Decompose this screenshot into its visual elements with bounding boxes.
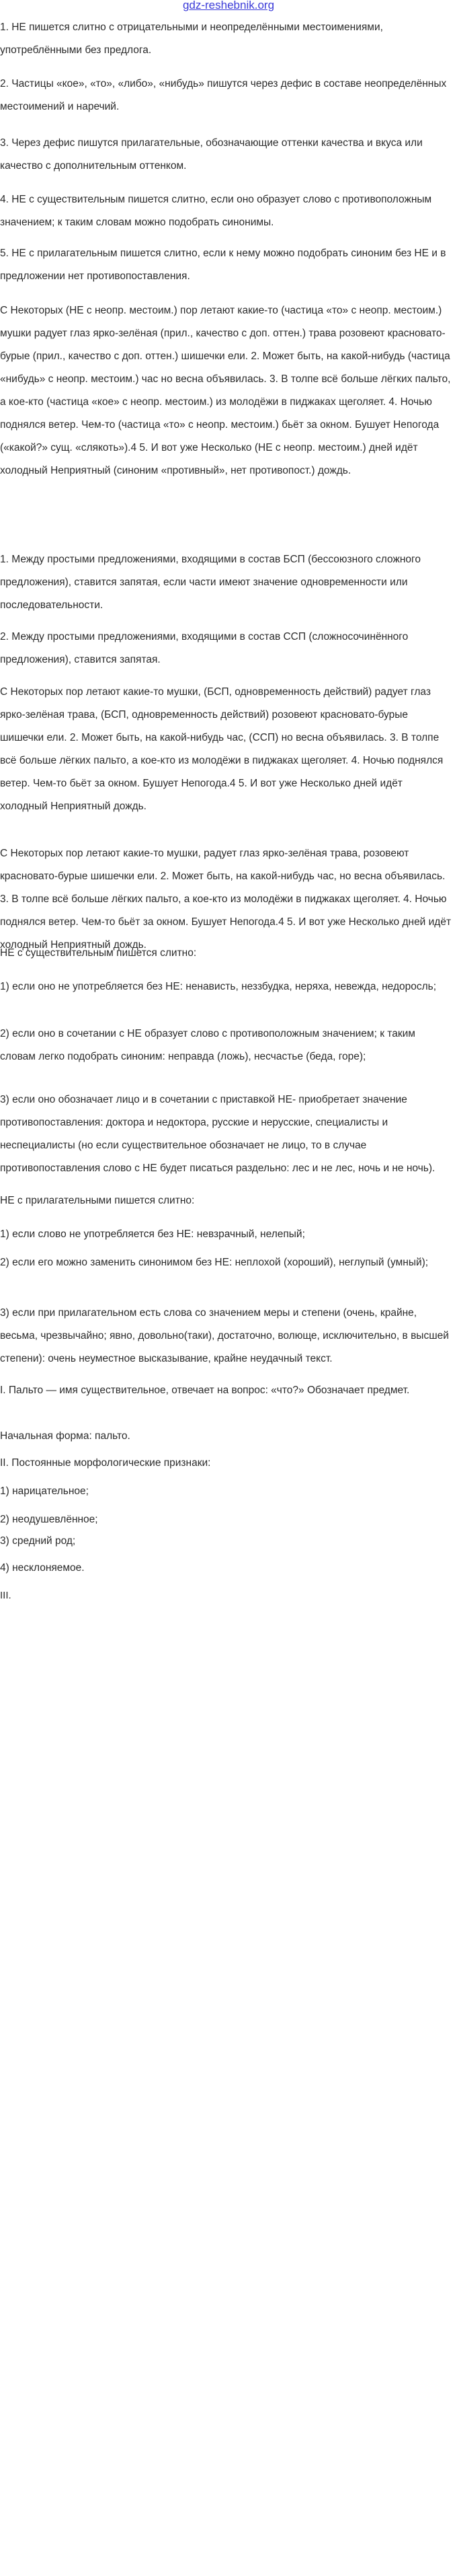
paragraph: 4) несклоняемое. xyxy=(0,1562,85,1574)
paragraph: 2) если оно в сочетании с НЕ образует слово с противоположным значением; к таким словам легко подобрать синоним: неправда (ложь), несчастье (беда, горе); xyxy=(0,1028,415,1062)
paragraph: 1) нарицательное; xyxy=(0,1485,89,1497)
paragraph: Начальная форма: пальто. xyxy=(0,1430,130,1442)
parse-roman: III. xyxy=(0,1590,11,1601)
paragraph: 1. НЕ пишется слитно с отрицательными и неопределёнными местоимениями, употреблёнными без предлога. xyxy=(0,22,383,56)
paragraph: С Некоторых пор летают какие-то мушки, радует глаз ярко-зелёная трава, розовеют красновато-бурые шишечки ели. 2. Может быть, на какой-нибудь час, но весна объявилась. 3. В толпе всё больше лёгких пальто, а кое-кто из молодёжи в пиджаках щеголяет. 4. Ночью поднялся ветер. Чем-то бьёт за окном. Бушует Непогода.4 5. И вот уже Несколько дней идёт холодный Неприятный дождь. xyxy=(0,848,452,951)
paragraph: I. Пальто — имя существительное, отвечает на вопрос: «что?» Обозначает предмет. xyxy=(0,1385,410,1396)
site-header-link[interactable]: gdz-reshebnik.org xyxy=(182,0,275,11)
paragraph: С Некоторых (НЕ с неопр. местоим.) пор летают какие-то (частица «то» с неопр. местоим.) мушки радует глаз ярко-зелёная (прил., качество с доп. оттен.) трава розовеют красновато-бурые (прил., качество с доп. оттен.) шишечки ели. 2. Может быть, на какой-нибудь (частица «нибудь» с неопр. местоим.) час но весна объявилась. 3. В толпе всё больше лёгких пальто, а кое-кто (частица «кое» с неопр. местоим.) из молодёжи в пиджаках щеголяет. 4. Ночью поднялся ветер. Чем-то (частица «то» с неопр. местоим.) бьёт за окном. Бушует Непогода («какой?» сущ. «слякоть»).4 5. И вот уже Несколько (НЕ с неопр. местоим.) дней идёт холодный Неприятный (синоним «противный», нет противопост.) дождь. xyxy=(0,305,451,476)
paragraph: 1) если слово не употребляется без НЕ: невзрачный, нелепый; xyxy=(0,1228,305,1240)
paragraph: 3. Через дефис пишутся прилагательные, обозначающие оттенки качества и вкуса или качество с дополнительным оттенком. xyxy=(0,137,423,172)
paragraph: 3) если оно обозначает лицо и в сочетании с приставкой НЕ- приобретает значение противопоставления: доктора и недоктора, русские и нерусские, специалисты и неспециалисты (но если существительное обозначает не лицо, то в случае противопоставления слово с НЕ будет писаться раздельно: лес и не лес, ночь и не ночь). xyxy=(0,1094,435,1174)
paragraph: 2. Частицы «кое», «то», «либо», «нибудь» пишутся через дефис в составе неопределённых местоимений и наречий. xyxy=(0,78,447,112)
paragraph: 3) если при прилагательном есть слова со значением меры и степени (очень, крайне, весьма, чрезвычайно; явно, довольно(таки), достаточно, волюще, исключительно, в высшей степени): очень неуместное высказывание, крайне неудачный текст. xyxy=(0,1307,449,1364)
paragraph: 2) если его можно заменить синонимом без НЕ: неплохой (хороший), неглупый (умный); xyxy=(0,1257,429,1268)
paragraph: НЕ с прилагательными пишется слитно: xyxy=(0,1195,195,1206)
paragraph: 1. Между простыми предложениями, входящими в состав БСП (бессоюзного сложного предложения), ставится запятая, если части имеют значение одновременности или последовательности. xyxy=(0,554,421,611)
paragraph: 2) неодушевлённое; xyxy=(0,1514,98,1525)
paragraph: НЕ с существительным пишется слитно: xyxy=(0,947,197,959)
paragraph: 1) если оно не употребляется без НЕ: ненависть, неззбудка, неряха, невежда, недоросль; xyxy=(0,981,437,992)
paragraph: II. Постоянные морфологические признаки: xyxy=(0,1457,211,1469)
paragraph: 3) средний род; xyxy=(0,1535,76,1547)
paragraph: 4. НЕ с существительным пишется слитно, если оно образует слово с противоположным значением; к таким словам можно подобрать синонимы. xyxy=(0,194,432,228)
paragraph: С Некоторых пор летают какие-то мушки, (БСП, одновременность действий) радует глаз ярко-зелёная трава, (БСП, одновременность действий) розовеют красновато-бурые шишечки ели. 2. Может быть, на какой-нибудь час, (ССП) но весна объявилась. 3. В толпе всё больше лёгких пальто, а кое-кто из молодёжи в пиджаках щеголяет. 4. Ночью поднялся ветер. Чем-то бьёт за окном. Бушует Непогода.4 5. И вот уже Несколько дней идёт холодный Неприятный дождь. xyxy=(0,686,444,812)
paragraph: 2. Между простыми предложениями, входящими в состав ССП (сложносочинённого предложения), ставится запятая. xyxy=(0,631,409,665)
paragraph: 5. НЕ с прилагательным пишется слитно, если к нему можно подобрать синоним без НЕ и в предложении нет противопоставления. xyxy=(0,248,446,282)
